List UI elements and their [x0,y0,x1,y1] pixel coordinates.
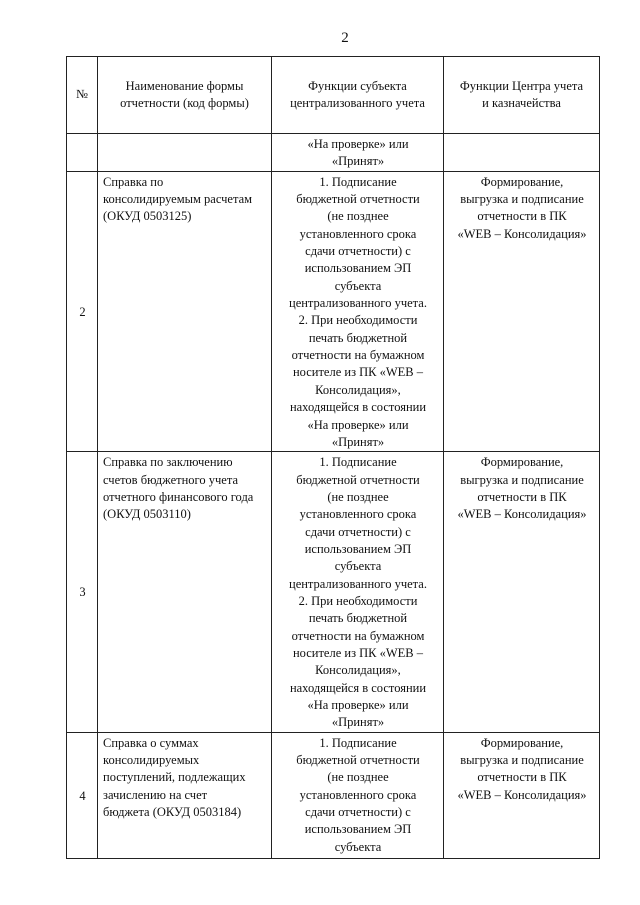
text-line: «WEB – Консолидация» [457,226,587,241]
subject-functions-cell-lines [277,735,439,856]
header-subject-functions-lines [275,78,440,113]
continuation-number-cell [67,134,98,172]
text-line: зачислению на счет [103,787,208,802]
text-line: субъекта [334,839,382,854]
text-line: Формирование, [480,455,564,470]
subject-functions-cell-lines [277,454,439,732]
text-line: установленного срока [299,226,417,241]
subject-functions-cell [272,452,444,733]
center-functions-cell-lines [449,735,595,804]
continuation-center-cell [444,134,600,172]
text-line: использованием ЭП [304,822,412,837]
text-line: «На проверке» или [307,417,409,432]
header-subject-functions [272,57,444,134]
text-line: «На проверке» или [307,137,409,151]
text-line: выгрузка и подписание [460,192,584,207]
text-line: Справка по [103,174,164,189]
text-line: установленного срока [299,787,417,802]
text-line: (ОКУД 0503125) [103,209,192,224]
reporting-functions-table [66,56,600,859]
text-line: консолидируемых [103,753,200,768]
text-line: централизованного учета. [289,296,427,311]
subject-functions-cell [272,732,444,858]
table-row [67,732,600,858]
subject-functions-cell-lines [277,174,439,452]
text-line: «На проверке» или [307,698,409,712]
form-name-cell [98,452,272,733]
text-line: «Принят» [331,715,385,730]
text-line: Справка по заключению [103,455,233,470]
text-line: отчетного финансового года [103,489,254,504]
text-line: выгрузка и подписание [460,472,584,487]
text-line: отчетности в ПК [477,489,567,504]
text-line: печать бюджетной [308,611,408,626]
text-line: (не позднее [327,489,389,504]
center-functions-cell-lines [449,454,595,523]
row-number-cell: 4 [67,732,98,858]
row-number-cell: 3 [67,452,98,733]
text-line: выгрузка и подписание [460,753,584,768]
header-form-name [98,57,272,134]
text-line: централизованного учета. [289,576,427,591]
table-row [67,171,600,452]
row-number-cell: 2 [67,171,98,452]
text-line: счетов бюджетного учета [103,472,238,487]
text-line: 2. При необходимости [298,593,418,608]
table-header-row [67,57,600,134]
text-line: отчетности на бумажном [291,628,425,643]
text-line: носителе из ПК «WEB – [292,365,424,380]
text-line: 1. Подписание [319,174,397,189]
text-line: и казначейства [482,96,561,110]
form-name-cell-lines [103,735,267,822]
continuation-name-cell [98,134,272,172]
text-line: «Принят» [331,434,385,449]
text-line: отчетности в ПК [477,770,567,785]
table-row [67,452,600,733]
table-rows [67,171,600,858]
text-line: «WEB – Консолидация» [457,787,587,802]
text-line: использованием ЭП [304,541,412,556]
text-line: бюджетной отчетности [296,472,420,487]
text-line: использованием ЭП [304,261,412,276]
text-line: субъекта [334,559,382,574]
text-line: бюджета (ОКУД 0503184) [103,805,242,820]
text-line: бюджетной отчетности [296,192,420,207]
continuation-subject-lines [277,136,439,171]
text-line: 2. При необходимости [298,313,418,328]
text-line: носителе из ПК «WEB – [292,645,424,660]
page-number: 2 [341,30,349,46]
continuation-subject-cell [272,134,444,172]
text-line: установленного срока [299,507,417,522]
text-line: консолидируемым расчетам [103,192,253,207]
text-line: Функции субъекта [308,78,407,93]
text-line: централизованного учета [290,96,425,110]
form-name-cell [98,171,272,452]
text-line: сдачи отчетности) с [305,805,411,820]
text-line: бюджетной отчетности [296,753,420,768]
text-line: 1. Подписание [319,455,397,470]
table-row-continuation [67,134,600,172]
subject-functions-cell [272,171,444,452]
text-line: отчетности в ПК [477,209,567,224]
text-line: Консолидация», [315,382,401,397]
text-line: 1. Подписание [319,735,397,750]
text-line: Формирование, [480,174,564,189]
text-line: отчетности (код формы) [120,96,249,110]
text-line: «WEB – Консолидация» [457,507,587,522]
text-line: печать бюджетной [308,330,408,345]
text-line: (ОКУД 0503110) [103,507,191,522]
form-name-cell-lines [103,454,267,523]
text-line: отчетности на бумажном [291,348,425,363]
text-line: Функции Центра учета [459,78,584,93]
form-name-cell [98,732,272,858]
header-center-functions-lines [447,78,596,113]
text-line: сдачи отчетности) с [305,524,411,539]
form-name-cell-lines [103,174,267,226]
text-line: Консолидация», [315,663,401,678]
header-center-functions [444,57,600,134]
center-functions-cell [444,452,600,733]
text-line: Формирование, [480,735,564,750]
header-form-name-lines [101,78,268,113]
text-line: субъекта [334,278,382,293]
center-functions-cell-lines [449,174,595,243]
center-functions-cell [444,732,600,858]
text-line: поступлений, подлежащих [103,770,246,785]
header-number: № [67,57,98,134]
text-line: Справка о суммах [103,735,199,750]
text-line: (не позднее [327,209,389,224]
text-line: сдачи отчетности) с [305,244,411,259]
text-line: «Принят» [331,154,385,169]
text-line: находящейся в состоянии [289,680,427,695]
text-line: Наименование формы [125,78,244,93]
text-line: (не позднее [327,770,389,785]
center-functions-cell [444,171,600,452]
text-line: находящейся в состоянии [289,400,427,415]
